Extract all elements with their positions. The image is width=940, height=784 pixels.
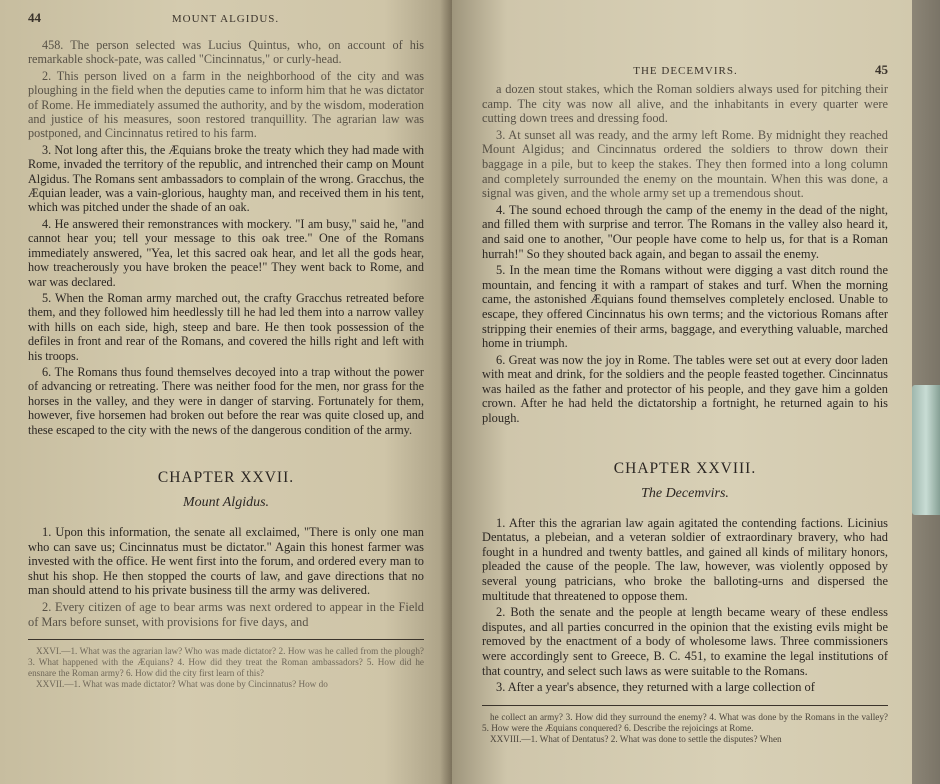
paragraph: 2. Every citizen of age to bear arms was next ordered to appear in the Field of Mars before sunset, with provisions for five days, and — [28, 599, 424, 629]
paragraph: a dozen stout stakes, which the Roman soldiers always used for pitching their camp. The city was now all alive, and the inhabitants in every quarter were cutting down trees and dressing food. — [482, 82, 888, 126]
chapter-subtitle: Mount Algidus. — [182, 494, 270, 510]
paragraph: 5. When the Roman army marched out, the crafty Gracchus retreated before them, and they followed him heedlessly till he had led them into a narrow valley with hills on each side, high, steep and bare. He then took possession of the defiles in front and rear of the Romans, and covered the hills right and left with his troops. — [28, 290, 424, 363]
footnote-rule — [28, 639, 424, 640]
left-page-number: 44 — [28, 10, 41, 25]
paragraph: 3. Not long after this, the Æquians broke the treaty which they had made with Rome, invaded the territory of the republic, and intrenched their camp on Mount Algidus. The Romans sent ambassadors to complain of the wrong. Gracchus, the Æquian leader, was a vain-glorious, haughty man, and received them in his tent, which was pitched under the shade of an oak. — [28, 142, 424, 215]
right-top-text — [482, 82, 888, 426]
left-top-text — [28, 38, 424, 437]
paragraph: 4. The sound echoed through the camp of the enemy in the dead of the night, and filled them with surprise and terror. The Romans in the valley also heard it, and said one to another, "Our people have come to help us, for that is a Roman hurrah!" So they shouted back again, and began to assail the enemy. — [482, 202, 888, 261]
right-page-number: 45 — [874, 62, 888, 77]
left-running-title: MOUNT ALGIDUS. — [171, 13, 280, 25]
paragraph: 1. Upon this information, the senate all exclaimed, "There is only one man who can save us; Cincinnatus must be dictator." Again this honest farmer was invested with the office. He went first into the forum, and ordered every man to shut his shop. He then stopped the courts of law, and gave directions that no man should attend to his private business till the army was delivered. — [28, 524, 424, 598]
paragraph: 2. This person lived on a farm in the neighborhood of the city and was ploughing in the field when the deputies came to inform him that he was dictator of Rome. He immediately assumed the authority, and by the wisdom, moderation and justice of his measures, soon restored tranquillity. The agrarian law was postponed, and Cincinnatus retired to his farm. — [28, 68, 424, 141]
right-running-head — [482, 62, 888, 78]
review-questions — [482, 712, 888, 745]
question-block: XXVII.—1. What was made dictator? What was done by Cincinnatus? How do — [36, 679, 328, 690]
paragraph: 6. Great was now the joy in Rome. The tables were set out at every door laden with meat and drink, for the soldiers and the people feasted together. Cincinnatus was hailed as the father and protector of his people, and they gave him a golden crown. After he had held the dictatorship a fortnight, he returned again to his plough. — [482, 352, 888, 426]
paragraph: 5. In the mean time the Romans without were digging a vast ditch round the mountain, and fencing it with a rampart of stakes and turf. When the morning came, the astonished Æquians found themselves completely enclosed. Unable to escape, they offered Cincinnatus his own terms; and the victorious Romans after stripping their enemies of their arms, baggage, and everything valuable, marched home in triumph. — [482, 263, 888, 351]
right-page — [452, 0, 912, 784]
paragraph: 3. At sunset all was ready, and the army left Rome. By midnight they reached Mount Algidus; and Cincinnatus ordered the soldiers to throw down their baggage in a pile, but to keep the stakes. They then formed into a long column and completely surrounded the enemy on the mountain. When this was done, a signal was given, and the whole army set up a tremendous shout. — [482, 127, 888, 201]
chapter-heading: CHAPTER XXVII. — [157, 468, 295, 486]
bookmark-tab — [912, 385, 940, 515]
left-running-head — [28, 10, 424, 26]
chapter-subtitle: The Decemvirs. — [641, 485, 729, 501]
left-page — [0, 0, 452, 784]
review-questions — [28, 646, 424, 690]
paragraph: 3. After a year's absence, they returned with a large collection of — [496, 680, 815, 695]
question-block: XXVIII.—1. What of Dentatus? 2. What was done to settle the disputes? When — [490, 733, 782, 744]
paragraph: 458. The person selected was Lucius Quintus, who, on account of his remarkable shock-pate, was called "Cincinnatus," or curly-head. — [28, 38, 424, 67]
right-running-title: THE DECEMVIRS. — [633, 65, 738, 77]
question-block: XXVI.—1. What was the agrarian law? Who was made dictator? 2. How was he called from the plough? 3. What happened with the Æquians? 4. How did they treat the Roman ambassadors? 5. How did he ensnare the Roman army? 6. How did the city first learn of this? — [28, 646, 424, 679]
chapter-heading: CHAPTER XXVIII. — [613, 459, 757, 477]
footnote-rule — [482, 705, 888, 706]
paragraph: 2. Both the senate and the people at length became weary of these endless disputes, and all parties concurred in the opinion that the existing evils might be removed by the enactment of a body of wholesome laws. Three commissioners were accordingly sent to Greece, B. C. 451, to examine the legal institutions of that country, and select such laws as were suitable to the Romans. — [482, 605, 888, 678]
paragraph: 4. He answered their remonstrances with mockery. "I am busy," said he, "and cannot hear you; tell your message to this oak tree." One of the Romans immediately answered, "Yea, let this sacred oak hear, and let all the gods hear, how treacherously you have broken the peace!" They went back to Rome, and war was declared. — [28, 216, 424, 289]
paragraph: 1. After this the agrarian law again agitated the contending factions. Licinius Dentatus, a plebeian, and a veteran soldier of extraordinary bravery, who had fought in a hundred and twenty battles, and gained all kinds of military honors, pleaded the cause of the people. The law, however, was violently opposed by several young patricians, who broke the balloting-urns and dispersed the multitude that threatened to oppose them. — [482, 515, 888, 603]
question-block: he collect an army? 3. How did they surround the enemy? 4. What was done by the Romans in the valley? 5. How were the Æquians conquered? 6. Describe the rejoicings at Rome. — [482, 711, 888, 733]
paragraph: 6. The Romans thus found themselves decoyed into a trap without the power of advancing or retreating. There was neither food for the men, nor grass for the horses in the valley, and they were in danger of starving. Fortunately for them, however, five horsemen had broken out before the rear was quite closed up, and these escaped to the city with the news of the dangerous condition of the army. — [28, 364, 424, 437]
